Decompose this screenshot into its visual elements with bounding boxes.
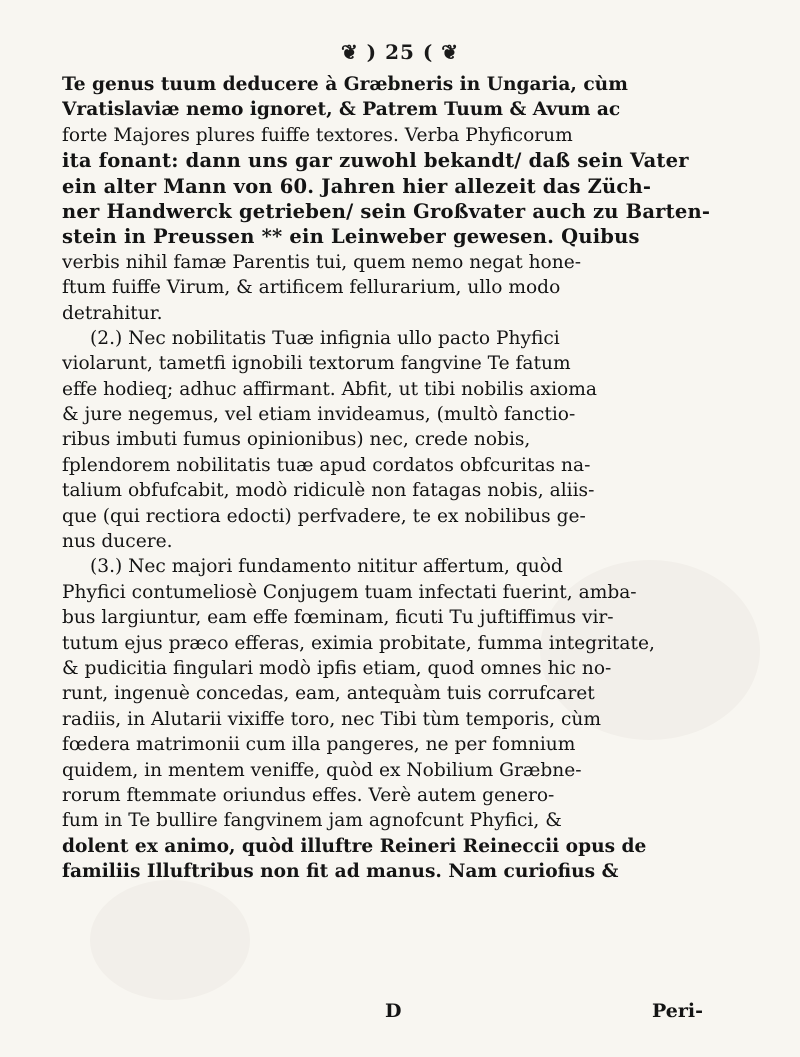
signature-mark: D	[385, 1000, 402, 1022]
text-line: nus ducere.	[62, 531, 173, 553]
text-line: ftum fuiffe Virum, & artificem fellurarium, ullo modo	[62, 277, 561, 299]
text-line: runt, ingenuè concedas, eam, antequàm tuis corrufcaret	[62, 683, 595, 705]
text-line: radiis, in Alutarii vixiffe toro, nec Tibi tùm temporis, cùm	[62, 708, 601, 730]
catchword: Peri-	[652, 1000, 703, 1022]
body-text	[62, 72, 738, 885]
text-line-paragraph-start: (3.) Nec majori fundamento nititur affertum, quòd	[90, 556, 563, 578]
paper-stain	[90, 880, 250, 1000]
text-line-fraktur: ner Handwerck getrieben/ sein Großvater auch zu Barten-	[62, 199, 711, 223]
text-line: fum in Te bullire fangvinem jam agnofcunt Phyfici, &	[62, 810, 562, 832]
text-line: ribus imbuti fumus opinionibus) nec, crede nobis,	[62, 429, 531, 451]
text-line: dolent ex animo, quòd illuftre Reineri Reineccii opus de	[62, 835, 647, 857]
text-line-fraktur: ein alter Mann von 60. Jahren hier allezeit das Züch-	[62, 174, 652, 198]
text-line-fraktur: stein in Preussen ** ein Leinweber gewesen. Quibus	[62, 225, 640, 249]
text-line: Vratislaviæ nemo ignoret, & Patrem Tuum & Avum ac	[62, 99, 621, 121]
text-line: talium obfufcabit, modò ridiculè non fatagas nobis, aliis-	[62, 480, 595, 502]
text-line: quidem, in mentem veniffe, quòd ex Nobilium Græbne-	[62, 759, 582, 781]
text-line: bus largiuntur, eam effe fœminam, ficuti Tu juftiffimus vir-	[62, 607, 614, 629]
text-line: & jure negemus, vel etiam invideamus, (multò fanctio-	[62, 404, 576, 426]
text-line: Phyfici contumeliosè Conjugem tuam infectati fuerint, amba-	[62, 581, 637, 603]
text-line: verbis nihil famæ Parentis tui, quem nemo negat hone-	[62, 251, 582, 273]
text-line: que (qui rectiora edocti) perfvadere, te ex nobilibus ge-	[62, 505, 586, 527]
text-line: violarunt, tametfi ignobili textorum fangvine Te fatum	[62, 353, 571, 375]
text-line: Te genus tuum deducere à Græbneris in Ungaria, cùm	[62, 74, 628, 95]
page-header-folio: ❦ ) 25 ( ❦	[340, 40, 460, 64]
text-line: effe hodieq; adhuc affirmant. Abfit, ut tibi nobilis axioma	[62, 378, 597, 400]
text-line: & pudicitia fingulari modò ipfis etiam, quod omnes hic no-	[62, 657, 612, 679]
text-line: rorum ftemmate oriundus effes. Verè autem genero-	[62, 784, 555, 806]
text-line: tutum ejus præco efferas, eximia probitate, fumma integritate,	[62, 632, 655, 654]
text-line: fplendorem nobilitatis tuæ apud cordatos obfcuritas na-	[62, 454, 591, 476]
page-footer	[0, 1000, 800, 1030]
text-line: forte Majores plures fuiffe textores. Verba Phyficorum	[62, 124, 573, 146]
text-line: fœdera matrimonii cum illa pangeres, ne per fomnium	[62, 734, 576, 756]
text-line: detrahitur.	[62, 302, 163, 324]
text-line: familiis Illuftribus non fit ad manus. Nam curiofius &	[62, 861, 619, 883]
text-line-paragraph-start: (2.) Nec nobilitatis Tuæ infignia ullo pacto Phyfici	[90, 327, 560, 349]
text-line-fraktur: ita fonant: dann uns gar zuwohl bekandt/ daß sein Vater	[62, 149, 689, 173]
